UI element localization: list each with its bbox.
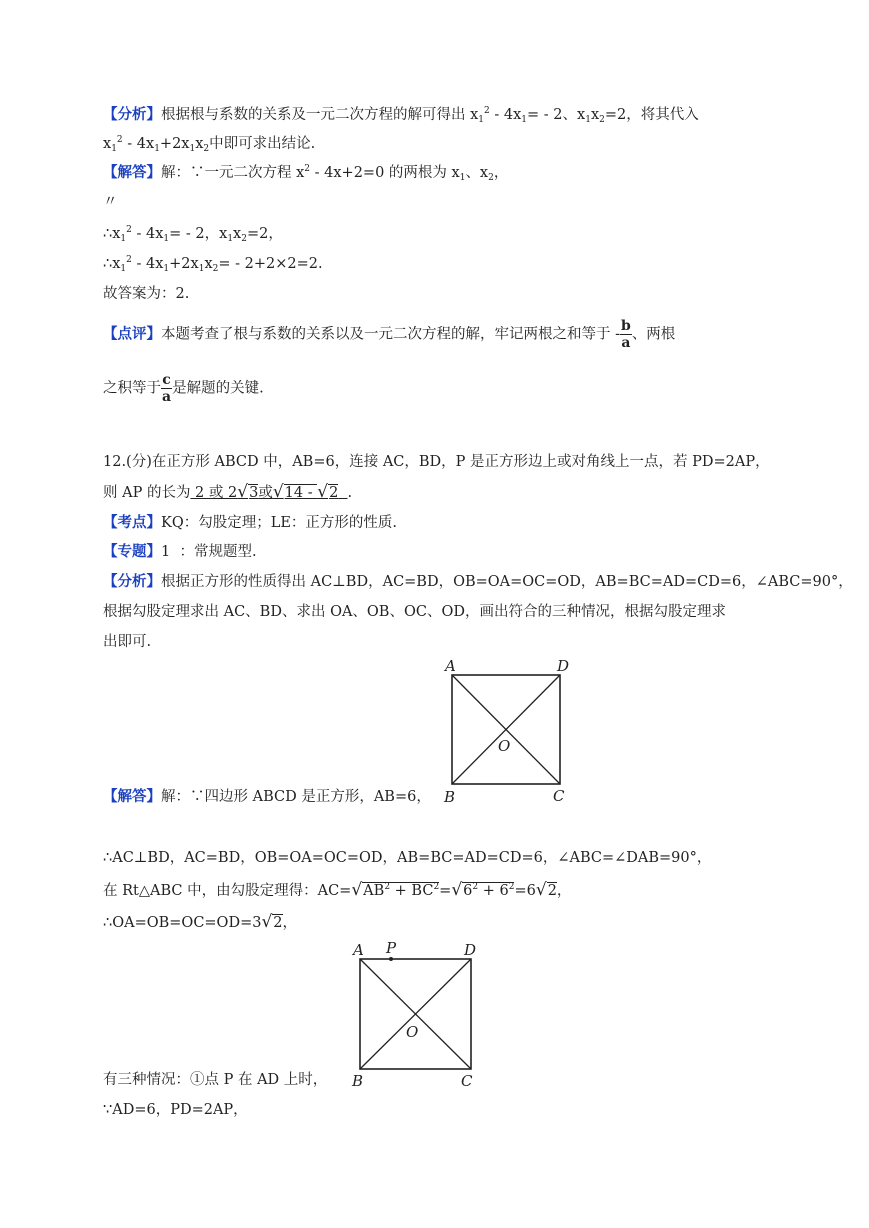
q12-stem-line2: 则 AP 的长为 2 或 2√3或√14 - √2 . bbox=[103, 482, 353, 502]
q11-comment-line2: 之积等于 $\frac{c}{a}$ 是解题的关键. bbox=[103, 372, 264, 405]
analysis-tag: 【分析】 bbox=[103, 107, 161, 123]
q11-analysis-line2: $x_1^2 - 4x_1+2x_1x_2$中即可求出结论. bbox=[103, 135, 316, 154]
label-O: O bbox=[498, 737, 511, 755]
label-A: A bbox=[353, 941, 364, 959]
label-P: P bbox=[386, 939, 397, 957]
label-C: C bbox=[553, 787, 565, 805]
fraction-b-over-a: $\frac{b}{a}$ bbox=[621, 318, 631, 351]
square-figure-1 bbox=[440, 655, 580, 805]
q11-final-answer: 故答案为：2. bbox=[103, 286, 190, 302]
answer-blank: 2 或 2√3或√14 - √2 bbox=[190, 482, 339, 502]
label-D: D bbox=[557, 657, 570, 675]
q11-comment-line1: 【点评】本题考查了根与系数的关系以及一元二次方程的解，牢记两根之和等于 - $\frac{b}{a}$ 、两根 bbox=[103, 318, 676, 351]
fraction-c-over-a: $\frac{c}{a}$ bbox=[162, 372, 172, 405]
q12-analysis-line1: 【分析】根据正方形的性质得出 AC⊥BD，AC=BD，OB=OA=OC=OD，AB=BC=AD=CD=6，∠ABC=90°， bbox=[103, 574, 853, 590]
q12-answer-line4: ∴OA=OB=OC=OD=3√2， bbox=[103, 912, 298, 932]
comment-tag: 【点评】 bbox=[103, 326, 161, 343]
q11-answer-line3: $\therefore x_1^2 - 4x_1= - 2$，$x_1x_2=2$， bbox=[103, 225, 283, 244]
q12-kaodian: 【考点】KQ：勾股定理；LE：正方形的性质. bbox=[103, 515, 398, 531]
q12-analysis-line2: 根据勾股定理求出 AC、BD、求出 OA、OB、OC、OD，画出符合的三种情况，根据勾股定理求 bbox=[103, 604, 726, 620]
q12-cases: 有三种情况：①点 P 在 AD 上时， bbox=[103, 1072, 328, 1088]
q12-answer-line3: 在 Rt△ABC 中，由勾股定理得：$AC=√AB^2 + BC^2=√6^2 + 6^2=6√2$， bbox=[103, 880, 572, 900]
square-figure-2 bbox=[348, 937, 488, 1089]
label-D: D bbox=[464, 941, 477, 959]
point-P bbox=[389, 957, 393, 961]
label-B: B bbox=[444, 788, 456, 805]
q11-answer-line1: 【解答】解：∵一元二次方程 $x^2 - 4x+2=0$ 的两根为 $x_1$、$x_2$， bbox=[103, 164, 509, 183]
label-A: A bbox=[445, 657, 456, 675]
stray-mark: 〃 bbox=[103, 194, 118, 210]
q12-stem-line1: 12.(分)在正方形 ABCD 中，AB=6，连接 AC，BD，P 是正方形边上或对角线上一点，若 PD=2AP， bbox=[103, 454, 770, 470]
q11-answer-line4: $\therefore x_1^2 - 4x_1+2x_1x_2= - 2+2\times 2=2$. bbox=[103, 255, 323, 274]
q12-last-line: ∵AD=6，PD=2AP， bbox=[103, 1102, 248, 1118]
q12-answer-line2: ∴AC⊥BD，AC=BD，OB=OA=OC=OD，AB=BC=AD=CD=6，∠ABC=∠DAB=90°， bbox=[103, 850, 712, 866]
q11-analysis-line1: 【分析】根据根与系数的关系及一元二次方程的解可得出 $x_1^2 - 4x_1= - 2$、$x_1x_2=2$，将其代入 bbox=[103, 106, 699, 125]
label-O: O bbox=[406, 1023, 419, 1041]
q12-analysis-line3: 出即可. bbox=[103, 634, 152, 650]
q12-zhuanti: 【专题】1 ：常规题型. bbox=[103, 544, 257, 560]
label-C: C bbox=[461, 1072, 473, 1089]
answer-tag: 【解答】 bbox=[103, 165, 161, 181]
q12-answer-line1: 【解答】解：∵四边形 ABCD 是正方形，AB=6， bbox=[103, 789, 431, 805]
label-B: B bbox=[352, 1072, 364, 1089]
